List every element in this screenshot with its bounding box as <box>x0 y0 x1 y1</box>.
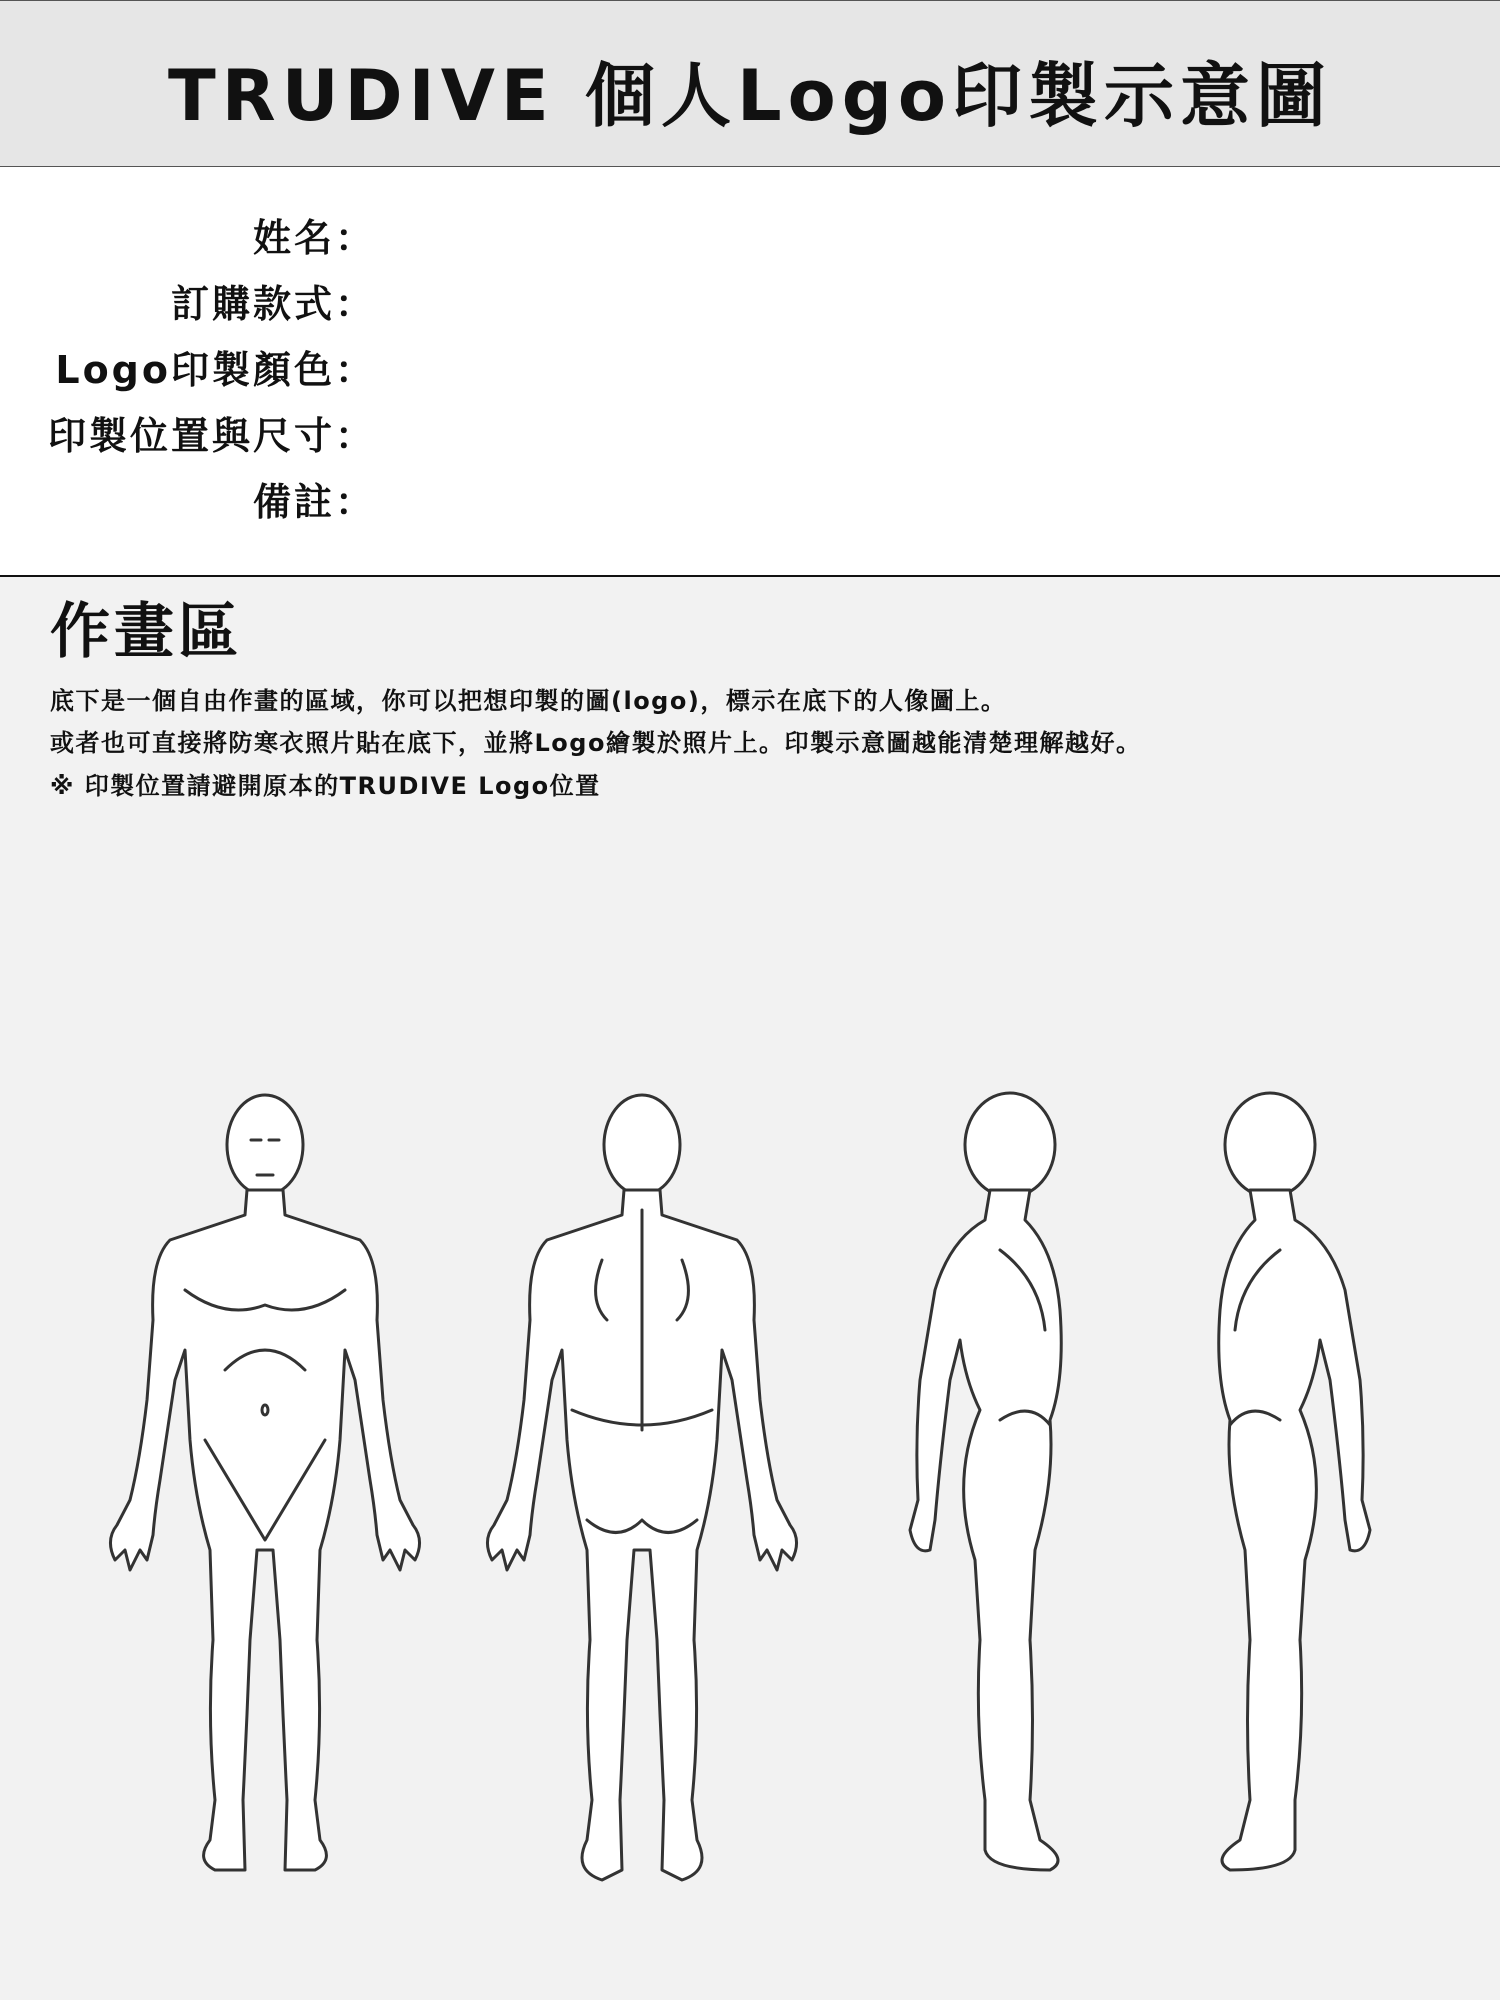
figure-side-left <box>1219 1093 1370 1870</box>
order-form <box>0 167 1500 577</box>
figure-front <box>110 1095 419 1870</box>
drawing-area-title: 作畫區 <box>50 597 242 667</box>
field-position-size-label: 印製位置與尺寸： <box>47 414 376 458</box>
instruction-note: ※ 印製位置請避開原本的TRUDIVE Logo位置 <box>50 772 601 800</box>
body-figures-illustration <box>0 1080 1500 1930</box>
field-style-label: 訂購款式： <box>170 282 376 326</box>
page-title: TRUDIVE 個人Logo印製示意圖 <box>168 55 1332 137</box>
field-logo-color-label: Logo印製顏色： <box>55 348 376 392</box>
instruction-line-2: 或者也可直接將防寒衣照片貼在底下，並將Logo繪製於照片上。印製示意圖越能清楚理解越好。 <box>50 729 1142 757</box>
field-notes-label: 備註： <box>252 480 376 524</box>
title-bar <box>0 0 1500 167</box>
field-name-label: 姓名： <box>252 216 376 260</box>
instruction-line-1: 底下是一個自由作畫的區域，你可以把想印製的圖(logo)，標示在底下的人像圖上。 <box>50 687 1007 715</box>
figure-side-right <box>910 1093 1061 1870</box>
figure-back <box>487 1095 796 1880</box>
